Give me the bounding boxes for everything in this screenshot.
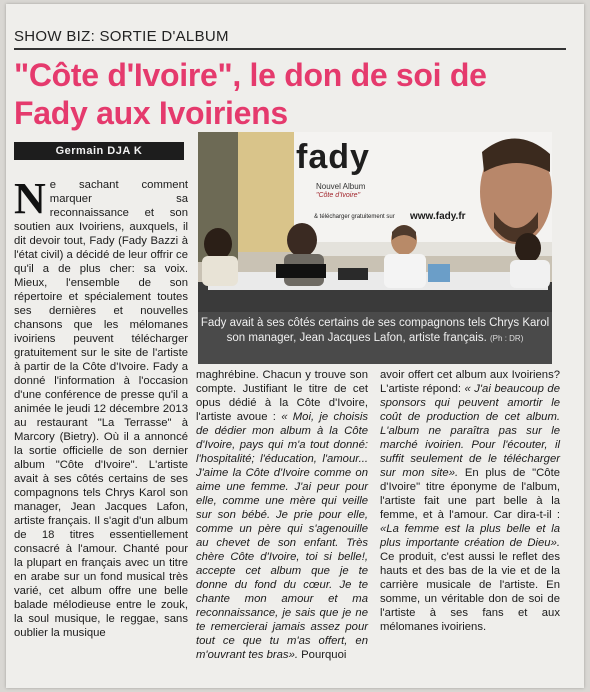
article-column-1: [14, 174, 188, 640]
column-3-quote-1: « J'ai beaucoup de sponsors qui peuvent amortir le coût de production de cet album. L'album ne paraîtra pas sur le marché ivoirien. Pour l'écouter, il suffit seulement de le télécharger sur mon site».: [380, 383, 560, 479]
column-2-text: maghrébine. Chacun y trouve son compte. Justifiant le titre de cet opus dédié à la Côte d'Ivoire, l'artiste avoue :: [196, 369, 368, 423]
column-3-quote-2: «La femme est la plus belle et la plus importante création de Dieu».: [380, 523, 560, 549]
banner-download-text: & télécharger gratuitement sur: [314, 214, 395, 220]
column-3-text-2: En plus de "Côte d'Ivoire" titre éponyme de l'album, l'artiste fait une part belle à la femme, et à l'amour. Car dira-t-il :: [380, 467, 560, 521]
banner-album-label: Nouvel Album: [316, 182, 366, 191]
banner-album-name: "Côte d'Ivoire": [316, 192, 361, 199]
column-2-quote: « Moi, je choisis de dédier mon album à la Côte d'Ivoire, pays qui m'a tout donné: l'hospitalité; l'éducation, l'amour... J'aime la Côte d'Ivoire comme on aime une femme. J'ai peur pour elle, comme une mère qui veille sur son bébé. Je prie pour elle, comme un père qui s'agenouille au chevet de son enfant. Très chère Côte d'Ivoire, toi si belle!, accepte cet album que je te donne du fond du cœur. Je te chante mon amour et ma reconnaissance, je sais que je ne te remercierai jamais assez pour tout ce que tu m'as offert, en m'ouvrant tes bras».: [196, 411, 368, 661]
photo-credit: (Ph : DR): [490, 334, 524, 343]
section-rubric: SHOW BIZ: SORTIE D'ALBUM: [14, 28, 229, 45]
conference-photo: [198, 132, 552, 312]
article-column-2: [196, 368, 368, 662]
banner-url: www.fady.fr: [410, 211, 466, 222]
column-1-text: e sachant comment marquer sa reconnaissance et son soutien aux Ivoiriens, auxquels, il dit devoir tout, Fady (Fady Bazzi à l'état civil) a décidé de leur offrir ce qu'il a de plus cher: sa voix. Mieux, l'ensemble de son répertoire et spécialement toutes ses dernières et nouvelles chansons que les mélomanes ivoiriens peuvent télécharger gratuitement sur le site de l'artiste à partir de la Côte d'Ivoire. Fady a donné l'information à l'occasion d'une conférence de presse qu'il a animée le jeudi 12 décembre 2013 au restaurant "La Terrasse" à Marcory (Bietry). Où il a annoncé la sortie officielle de son dernier album "Côte d'Ivoire". L'artiste avait à ses côtés certains de ses compagnons tels Chrys Karol son manager, Jean Jacques Lafon, artiste français. Il s'agit d'un album de 18 titres essentiellement consacré à l'amour. Chanté pour la plupart en français avec un titre en arabe sur un fond musical très varié, cet album offre une belle balade mélodieuse entre le zouk, la soul musique, le reggae, sans oublier la musique: [14, 179, 188, 639]
author-byline: Germain DJA K: [14, 142, 184, 160]
rubric-divider: [14, 48, 566, 50]
caption-text: Fady avait à ses côtés certains de ses compagnons tels Chrys Karol son manager, Jean Jacques Lafon, artiste français.: [200, 317, 550, 344]
article-column-3: [380, 368, 560, 634]
headline-line-2: Fady aux Ivoiriens: [14, 95, 288, 131]
photo-caption: [198, 312, 552, 364]
headline-line-1: "Côte d'Ivoire", le don de soi de: [14, 57, 487, 93]
column-2-tail: Pourquoi: [298, 649, 347, 661]
drop-cap: N: [14, 174, 46, 223]
column-3-text-3: Ce produit, c'est aussi le reflet des hauts et des bas de la vie et de la carrière musicale de l'artiste. En somme, un véritable don de soi de l'artiste à ses fans et aux mélomanes ivoiriens.: [380, 551, 560, 633]
press-photo: [198, 132, 552, 364]
column-3-text-1: avoir offert cet album aux Ivoiriens? L'artiste répond:: [380, 369, 560, 395]
newspaper-page: [6, 4, 584, 688]
banner-title: fady: [296, 138, 370, 176]
article-headline: [14, 56, 574, 132]
